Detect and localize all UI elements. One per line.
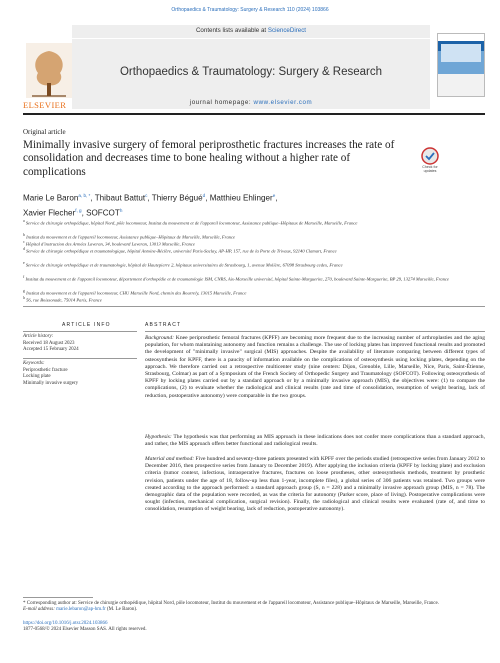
affiliation [23, 295, 463, 304]
author-name[interactable]: Matthieu Ehlinger [209, 193, 273, 203]
tree-canopy-shape [35, 51, 62, 85]
journal-homepage-line [72, 99, 430, 106]
email-suffix: (M. Le Baron). [105, 607, 138, 613]
check-for-updates-icon[interactable] [416, 145, 444, 173]
check-badge-line2: updates [423, 169, 437, 173]
affiliation-text: Institut du mouvement et de l'appareil locomoteur, CHU Marseille Nord, chemin des Bourrely, 13015 Marseille, France [26, 290, 247, 296]
affiliation-text: Service de chirurgie orthopédique et traumatologique, hôpital Antoine-Béclère, université Paris-Saclay, AP-HP, 157, rue de la Porte de Trivaux, 92140 Clamart, France [26, 248, 337, 254]
abstract-section-text: The hypothesis was that performing an MIS approach in these indications does not confer more complications than a standard approach, and rather, the MIS approach offers better functional and radiological results. [145, 434, 485, 448]
keywords-label: Keywords: [23, 361, 45, 366]
author-affiliation-marker[interactable]: d [202, 193, 206, 198]
header-divider [72, 38, 430, 39]
doi-link[interactable]: https://doi.org/10.1016/j.otsr.2024.103866 [23, 621, 108, 626]
article-info-rule [23, 331, 137, 332]
homepage-link[interactable]: www.elsevier.com [253, 99, 313, 106]
keywords-rule [23, 358, 137, 359]
author-name[interactable]: Thierry Bégué [151, 193, 203, 203]
author-affiliation-marker[interactable]: h [119, 207, 123, 213]
corresponding-author-note: * Corresponding author at: Service de chirurgie orthopédique, hôpital Nord, pôle locomoteur, Institut du mouvement et de l'appareil locomoteur, Assistance publique–Hôpitaux de Marseille, Marseille, France. [23, 601, 439, 606]
homepage-prefix: journal homepage: [189, 99, 254, 106]
abstract-section-label: Background: [145, 335, 174, 341]
affiliation-text: Hôpital d'instruction des Armées Laveran, 34, boulevard Laveran, 13013 Marseille, France [25, 241, 196, 247]
email-label: E-mail address: [23, 607, 57, 613]
affiliation-label: b [23, 233, 25, 237]
affiliation-text: Service de chirurgie orthopédique et de traumatologie, hôpital de Hautepierre 2, hôpitaux universitaires de Strasbourg, 1, avenue Molière, 67098 Strasbourg cedex, France [25, 262, 343, 268]
abstract-paragraph [145, 434, 485, 448]
running-head[interactable]: Orthopaedics & Traumatology: Surgery & Research 110 (2024) 103866 [171, 7, 329, 13]
author-list: Marie Le Baron$^{a, b, *}$, Thibaut Battut$^c$, Thierry Bégué$^d$, Matthieu Ehlinger$^e$, Xavier Flecher$^{f, g}$, SOFCOT$^h$ [23, 193, 278, 218]
author-name[interactable]: Thibaut Battut [94, 193, 146, 203]
affiliation [23, 246, 463, 255]
affiliation-label: f [23, 275, 25, 279]
author-affiliation-marker[interactable]: e [272, 193, 276, 198]
author-affiliation-marker[interactable]: a, b, * [78, 193, 91, 198]
abstract-paragraph [145, 456, 485, 514]
history-label: Article history: [23, 334, 54, 339]
abstract-paragraph [145, 335, 485, 400]
affiliation-text: 56, rue Boissonade, 75014 Paris, France [26, 297, 102, 303]
cover-image-band [441, 44, 481, 62]
accepted-date: Accepted 15 February 2024 [23, 347, 79, 352]
affiliation-text: Institut du mouvement et de l'appareil locomoteur, Assistance publique–Hôpitaux de Marseille, Marseille, France [26, 234, 236, 240]
author-name[interactable]: Marie Le Baron [23, 193, 79, 203]
section-rule [23, 306, 485, 307]
affiliation-label: a [23, 219, 25, 223]
abstract-section-label: Hypothesis: [145, 434, 172, 440]
abstract-heading: ABSTRACT [145, 322, 182, 328]
footnote-rule [23, 597, 93, 598]
check-badge-ring [422, 148, 438, 164]
contents-line [72, 27, 430, 34]
elsevier-tree-logo[interactable] [26, 43, 72, 103]
copyright-line: 1877-0568/© 2024 Elsevier Masson SAS. All rights reserved. [23, 627, 147, 633]
affiliation-label: d [23, 247, 25, 251]
affiliation-label: g [23, 289, 25, 293]
article-history [23, 334, 137, 354]
affiliation-text: Institut du mouvement et de l'appareil locomoteur, département d'orthopédie et de traumatologie ISM, CNRS, Aix-Marseille université, hôpital Sainte-Marguerite, 270, boulevard Sainte-Marguerite, BP 29, 13274 Marseille, France [25, 276, 450, 282]
article-title: Minimally invasive surgery of femoral periprosthetic fractures increases the rate of consolidation and decreases time to bone healing without a higher rate of complications [23, 139, 395, 178]
author-name[interactable]: Xavier Flecher [23, 208, 76, 218]
keyword: Minimally invasive surgery [23, 380, 79, 386]
author-name[interactable]: SOFCOT [86, 208, 120, 218]
keywords-block [23, 361, 137, 387]
affiliation-label: e [23, 261, 25, 265]
affiliation-label: h [23, 296, 25, 300]
abstract-section-label: Material and method: [145, 456, 195, 462]
author-affiliation-marker[interactable]: f, g [75, 207, 82, 213]
email-link[interactable]: marie.lebaron@ap-hm.fr [56, 607, 106, 613]
sciencedirect-link[interactable]: ScienceDirect [267, 27, 307, 34]
journal-title[interactable]: Orthopaedics & Traumatology: Surgery & Research [119, 66, 383, 78]
check-badge-line1: Check for [422, 165, 438, 169]
header-rule [23, 113, 485, 115]
abstract-section-text: Five hundred and seventy-three patients presented with KPFF over the periods studied (retrospective series from January 2012 to December 2016, then prospective series from January to December 2019). After applying the inclusion criteria (KPFF by locking plate) and exclusion criteria (tumor context, infectious, intraoperative fractures, fractures on loose prostheses, other osteosynthesis methods, treatment by prosthetic revision, patients under the age of 18, follow-up less than 1-year, incomplete files), a global series of 306 patients was retained. Two groups were created according to the approach performed: a standard approach group (S, n = 228) and a minimally invasive approach group (MIS, n = 78). The demographic data of the population were recorded, as was the criteria for autonomy (Parker score, place of living). Postoperative complications were sought (infection, mechanical complication, surgical revision). Finally, the radiological and clinical results were evaluated (rate of, and time to consolidation, resumption of weight bearing, lack of reduction, postoperative autonomy). [145, 456, 485, 513]
article-info-heading: ARTICLE INFO [62, 322, 111, 328]
affiliation-label: c [23, 240, 25, 244]
corresponding-footnote [23, 601, 485, 613]
affiliation [23, 260, 463, 269]
abstract-rule [145, 331, 485, 332]
contents-prefix: Contents lists available at [195, 27, 268, 34]
keyword: Locking plate [23, 374, 51, 379]
journal-cover-thumbnail[interactable] [437, 33, 485, 97]
received-date: Received 18 August 2023 [23, 340, 75, 346]
affiliation [23, 274, 463, 283]
article-type: Original article [23, 128, 66, 136]
tree-trunk-shape [47, 83, 51, 96]
author-affiliation-marker[interactable]: c [145, 193, 148, 198]
affiliation [23, 218, 463, 227]
affiliation-text: Service de chirurgie orthopédique, hôpital Nord, pôle locomoteur, Institut du mouvement et de l'appareil locomoteur, Assistance publique–Hôpitaux de Marseille, Marseille, France [25, 220, 358, 226]
elsevier-wordmark[interactable]: ELSEVIER [23, 100, 67, 110]
doi-footnote [23, 621, 485, 633]
abstract-section-text: Knee periprosthetic femoral fractures (KPFF) are becoming more frequent due to the increasing number of arthroplasties and the aging population, for whom maintaining autonomy and function remains a challenge. The use of locking plates has improved functional results and promoted the development of "minimally invasive" surgical (MIS) approaches. Despite the availability of literature comparing between different types of osteosynthesis for KPFF, there is a paucity of information available on the complications of osteosynthesis using locking plates, depending on the approach. We therefore carried out a retrospective multicenter study (nine centers: Dijon, Grenoble, Lille, Marseille, Nice, Paris, Saint-Étienne, Strasbourg, Colmar) as part of a Symposium of the French Society of Orthopedic Surgery and Traumatology (SOFCOT). Following osteosynthesis of KPFF by locking plates carried out by a standard approach or by a minimally invasive approach (MIS), the objectives were: (1) to compare the complications, (2) to evaluate whether the radiological and clinical results (rate and time of consolidation, resumption of weight bearing, lack of reduction, postoperative autonomy) were comparable in the two groups. [145, 335, 485, 399]
keyword: Periprosthetic fracture [23, 367, 68, 373]
